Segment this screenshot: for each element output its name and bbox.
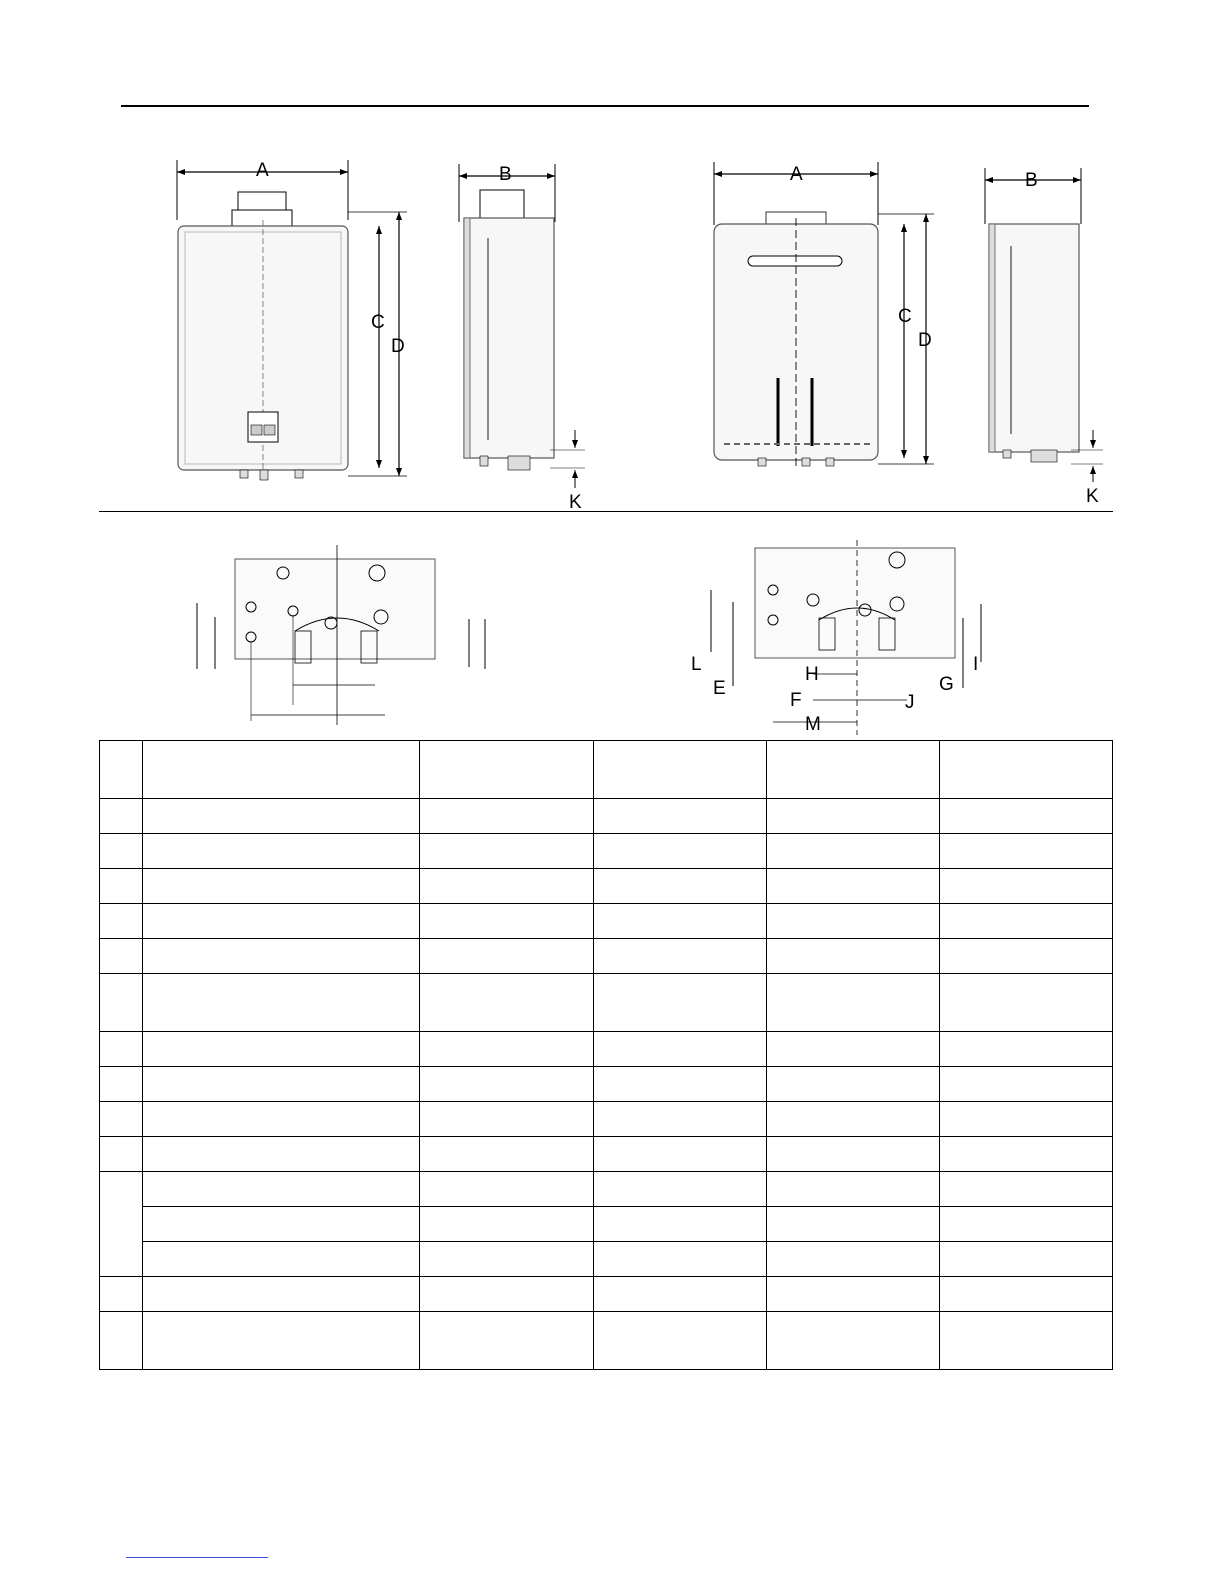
- table-cell: [100, 1312, 143, 1370]
- section-divider: [99, 511, 1113, 512]
- table-row: [100, 939, 1113, 974]
- table-cell: [143, 1137, 420, 1172]
- table-cell: [420, 1207, 594, 1242]
- table-cell: [420, 799, 594, 834]
- dim-k-label: K: [569, 492, 582, 513]
- table-cell: [100, 1102, 143, 1137]
- dim-b-label: B: [1025, 170, 1038, 191]
- table-cell: [767, 939, 940, 974]
- table-cell: [100, 834, 143, 869]
- table-cell: [420, 1277, 594, 1312]
- table-cell: [594, 1172, 767, 1207]
- table-row: [100, 1277, 1113, 1312]
- table-cell: [594, 869, 767, 904]
- table-header-row: [100, 741, 1113, 799]
- dim-d-label: D: [918, 330, 932, 351]
- table-cell: [594, 1102, 767, 1137]
- table-cell: [767, 1032, 940, 1067]
- table-row: [100, 1242, 1113, 1277]
- table-cell: [940, 834, 1113, 869]
- dim-a-label: A: [256, 160, 269, 181]
- table-cell: [143, 799, 420, 834]
- table-cell: [594, 799, 767, 834]
- table-row: [100, 834, 1113, 869]
- table-cell: [594, 974, 767, 1032]
- footer-link-underline[interactable]: [126, 1557, 268, 1558]
- table-cell: [940, 799, 1113, 834]
- dim-e-label: E: [713, 678, 726, 699]
- table-cell: [143, 1277, 420, 1312]
- dim-f-label: F: [790, 690, 802, 711]
- table-cell: [940, 1242, 1113, 1277]
- table-cell: [143, 834, 420, 869]
- table-cell: [143, 1172, 420, 1207]
- table-cell: [594, 1312, 767, 1370]
- header-cell: [767, 741, 940, 799]
- table-cell: [143, 1067, 420, 1102]
- table-cell: [767, 1137, 940, 1172]
- table-cell: [100, 1137, 143, 1172]
- table-row: [100, 1172, 1113, 1207]
- dim-a-label: A: [790, 164, 803, 185]
- dim-m-label: M: [805, 714, 821, 735]
- table-cell: [420, 1102, 594, 1137]
- table-cell: [100, 939, 143, 974]
- table-cell: [420, 869, 594, 904]
- dim-b-label: B: [499, 164, 512, 185]
- table-cell: [767, 834, 940, 869]
- table-row: [100, 904, 1113, 939]
- indoor-front-view-figure: [145, 150, 415, 510]
- outdoor-bottom-view-figure: [685, 540, 1005, 735]
- table-cell: [940, 974, 1113, 1032]
- table-cell: [420, 904, 594, 939]
- table-cell: [594, 1207, 767, 1242]
- table-cell: [420, 974, 594, 1032]
- dim-g-label: G: [939, 674, 954, 695]
- table-cell: [940, 869, 1113, 904]
- table-cell: [594, 1277, 767, 1312]
- dim-c-label: C: [371, 312, 385, 333]
- table-cell: [940, 1312, 1113, 1370]
- outdoor-front-view-figure: [700, 150, 950, 480]
- dim-j-label: J: [905, 692, 915, 713]
- table-row: [100, 1312, 1113, 1370]
- table-cell: [100, 799, 143, 834]
- table-cell: [940, 1172, 1113, 1207]
- table-cell: [767, 1312, 940, 1370]
- dim-l-label: L: [691, 654, 702, 675]
- dimensions-table: [99, 740, 1113, 1370]
- table-row: [100, 1137, 1113, 1172]
- table-row: [100, 1067, 1113, 1102]
- table-cell: [420, 1172, 594, 1207]
- table-cell: [100, 869, 143, 904]
- dim-c-label: C: [898, 306, 912, 327]
- table-cell: [940, 1137, 1113, 1172]
- header-cell: [143, 741, 420, 799]
- dim-k-label: K: [1086, 486, 1099, 507]
- table-cell: [420, 1137, 594, 1172]
- table-cell: [940, 1102, 1113, 1137]
- dim-h-label: H: [805, 664, 819, 685]
- table-cell: [594, 904, 767, 939]
- table-cell: [940, 939, 1113, 974]
- table-cell: [143, 974, 420, 1032]
- table-cell: [100, 1172, 143, 1277]
- table-row: [100, 1032, 1113, 1067]
- table-cell: [594, 1137, 767, 1172]
- table-cell: [767, 799, 940, 834]
- table-cell: [767, 974, 940, 1032]
- table-cell: [143, 869, 420, 904]
- table-cell: [420, 1312, 594, 1370]
- header-cell: [940, 741, 1113, 799]
- table-cell: [767, 1172, 940, 1207]
- table-cell: [420, 1032, 594, 1067]
- table-cell: [100, 904, 143, 939]
- table-cell: [767, 1242, 940, 1277]
- table-row: [100, 799, 1113, 834]
- table-cell: [767, 1102, 940, 1137]
- table-cell: [767, 869, 940, 904]
- dim-i-label: I: [973, 654, 979, 675]
- table-cell: [594, 939, 767, 974]
- table-cell: [420, 1242, 594, 1277]
- header-cell: [100, 741, 143, 799]
- table-cell: [594, 1067, 767, 1102]
- table-cell: [594, 834, 767, 869]
- table-cell: [940, 1067, 1113, 1102]
- table-row: [100, 974, 1113, 1032]
- table-row: [100, 869, 1113, 904]
- top-rule: [121, 105, 1089, 107]
- dim-d-label: D: [391, 336, 405, 357]
- table-cell: [940, 1207, 1113, 1242]
- table-cell: [767, 1207, 940, 1242]
- table-cell: [100, 974, 143, 1032]
- indoor-bottom-view-figure: [185, 545, 495, 725]
- table-cell: [143, 1207, 420, 1242]
- table-cell: [767, 1277, 940, 1312]
- table-cell: [767, 904, 940, 939]
- table-cell: [940, 1032, 1113, 1067]
- table-cell: [940, 904, 1113, 939]
- table-cell: [594, 1032, 767, 1067]
- table-cell: [143, 939, 420, 974]
- table-cell: [143, 904, 420, 939]
- table-cell: [143, 1032, 420, 1067]
- table-cell: [420, 834, 594, 869]
- table-cell: [594, 1242, 767, 1277]
- table-cell: [420, 1067, 594, 1102]
- header-cell: [420, 741, 594, 799]
- table-cell: [100, 1032, 143, 1067]
- table-cell: [940, 1277, 1113, 1312]
- outdoor-side-view-figure: [975, 150, 1115, 510]
- header-cell: [594, 741, 767, 799]
- table-cell: [100, 1277, 143, 1312]
- table-row: [100, 1102, 1113, 1137]
- table-cell: [143, 1242, 420, 1277]
- table-cell: [143, 1312, 420, 1370]
- table-cell: [420, 939, 594, 974]
- table-cell: [143, 1102, 420, 1137]
- table-row: [100, 1207, 1113, 1242]
- table-cell: [100, 1067, 143, 1102]
- indoor-side-view-figure: [450, 150, 600, 515]
- table-cell: [767, 1067, 940, 1102]
